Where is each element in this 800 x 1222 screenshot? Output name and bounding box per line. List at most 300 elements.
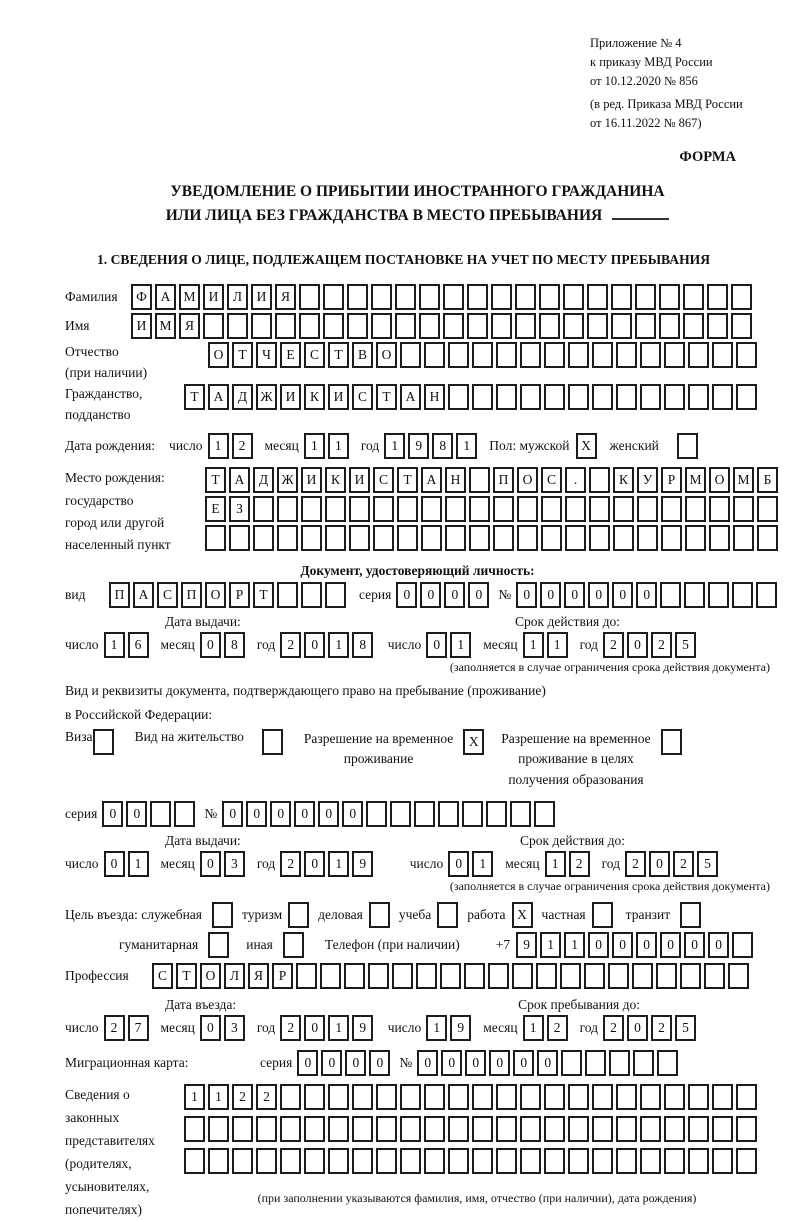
form-cell[interactable] [704,963,725,989]
form-cell[interactable]: С [541,467,562,493]
form-cell[interactable] [728,963,749,989]
form-cell[interactable]: А [400,384,421,410]
form-cell[interactable] [683,313,704,339]
purpose-tourism-checkbox[interactable] [288,902,309,928]
form-cell[interactable] [488,963,509,989]
form-cell[interactable] [347,313,368,339]
form-cell[interactable] [150,801,171,827]
form-cell[interactable] [541,496,562,522]
form-cell[interactable] [680,963,701,989]
form-cell[interactable] [347,284,368,310]
form-cell[interactable]: Р [661,467,682,493]
visa-checkbox[interactable] [93,729,114,755]
form-cell[interactable]: 5 [675,632,696,658]
form-cell[interactable]: У [637,467,658,493]
residence-permit-checkbox[interactable] [262,729,283,755]
form-cell[interactable] [424,1148,445,1174]
form-cell[interactable] [299,313,320,339]
form-cell[interactable]: 1 [384,433,405,459]
form-cell[interactable]: . [565,467,586,493]
form-cell[interactable] [448,342,469,368]
form-cell[interactable]: Р [229,582,250,608]
form-cell[interactable]: К [325,467,346,493]
form-cell[interactable]: И [328,384,349,410]
form-cell[interactable]: И [131,313,152,339]
form-cell[interactable]: Ф [131,284,152,310]
form-cell[interactable] [712,1084,733,1110]
form-cell[interactable]: 1 [328,632,349,658]
form-cell[interactable] [277,496,298,522]
form-cell[interactable] [320,963,341,989]
form-cell[interactable] [685,496,706,522]
form-cell[interactable] [515,284,536,310]
form-cell[interactable]: 1 [456,433,477,459]
form-cell[interactable] [366,801,387,827]
form-cell[interactable]: 0 [294,801,315,827]
form-cell[interactable] [565,496,586,522]
form-cell[interactable]: И [280,384,301,410]
purpose-work-checkbox[interactable]: X [512,902,533,928]
form-cell[interactable]: 1 [208,433,229,459]
form-cell[interactable] [352,1116,373,1142]
form-cell[interactable] [184,1116,205,1142]
form-cell[interactable] [395,313,416,339]
form-cell[interactable]: 1 [328,1015,349,1041]
form-cell[interactable]: Е [205,496,226,522]
form-cell[interactable]: 0 [102,801,123,827]
form-cell[interactable] [299,284,320,310]
form-cell[interactable]: 0 [126,801,147,827]
form-cell[interactable] [174,801,195,827]
form-cell[interactable]: Л [224,963,245,989]
form-cell[interactable]: 3 [224,851,245,877]
form-cell[interactable]: А [133,582,154,608]
form-cell[interactable] [328,1084,349,1110]
form-cell[interactable]: 5 [697,851,718,877]
form-cell[interactable] [376,1116,397,1142]
form-cell[interactable] [660,582,681,608]
form-cell[interactable] [421,525,442,551]
form-cell[interactable]: 8 [432,433,453,459]
form-cell[interactable] [608,963,629,989]
form-cell[interactable]: 0 [369,1050,390,1076]
form-cell[interactable] [592,342,613,368]
form-cell[interactable]: 0 [537,1050,558,1076]
form-cell[interactable]: Т [184,384,205,410]
form-cell[interactable]: 1 [128,851,149,877]
form-cell[interactable] [712,1116,733,1142]
form-cell[interactable] [421,496,442,522]
form-cell[interactable]: Т [397,467,418,493]
form-cell[interactable] [304,1116,325,1142]
form-cell[interactable] [640,1116,661,1142]
form-cell[interactable]: М [685,467,706,493]
form-cell[interactable]: 0 [564,582,585,608]
form-cell[interactable] [661,496,682,522]
purpose-study-checkbox[interactable] [437,902,458,928]
form-cell[interactable] [469,467,490,493]
form-cell[interactable] [448,1084,469,1110]
form-cell[interactable] [756,582,777,608]
form-cell[interactable] [568,384,589,410]
form-cell[interactable] [733,525,754,551]
form-cell[interactable] [611,284,632,310]
form-cell[interactable]: Д [253,467,274,493]
form-cell[interactable] [510,801,531,827]
form-cell[interactable] [400,1084,421,1110]
form-cell[interactable]: 1 [208,1084,229,1110]
form-cell[interactable]: 1 [184,1084,205,1110]
form-cell[interactable] [592,1116,613,1142]
form-cell[interactable] [496,1116,517,1142]
form-cell[interactable] [640,1084,661,1110]
form-cell[interactable] [448,1148,469,1174]
form-cell[interactable] [609,1050,630,1076]
purpose-humanitarian-checkbox[interactable] [208,932,229,958]
form-cell[interactable] [493,525,514,551]
form-cell[interactable]: Б [757,467,778,493]
form-cell[interactable] [712,384,733,410]
form-cell[interactable] [373,525,394,551]
form-cell[interactable] [520,1116,541,1142]
form-cell[interactable] [376,1084,397,1110]
form-cell[interactable]: М [155,313,176,339]
form-cell[interactable]: И [349,467,370,493]
form-cell[interactable] [709,496,730,522]
form-cell[interactable] [301,496,322,522]
form-cell[interactable] [563,313,584,339]
form-cell[interactable]: А [229,467,250,493]
form-cell[interactable] [443,313,464,339]
form-cell[interactable]: И [251,284,272,310]
form-cell[interactable] [472,384,493,410]
form-cell[interactable]: 0 [345,1050,366,1076]
form-cell[interactable] [536,963,557,989]
form-cell[interactable]: 2 [651,1015,672,1041]
form-cell[interactable] [733,496,754,522]
form-cell[interactable] [732,932,753,958]
form-cell[interactable] [613,496,634,522]
form-cell[interactable]: 0 [465,1050,486,1076]
purpose-official-checkbox[interactable] [212,902,233,928]
form-cell[interactable] [397,496,418,522]
form-cell[interactable] [520,384,541,410]
form-cell[interactable] [731,284,752,310]
form-cell[interactable] [352,1148,373,1174]
form-cell[interactable] [732,582,753,608]
form-cell[interactable]: 0 [540,582,561,608]
form-cell[interactable] [323,284,344,310]
form-cell[interactable] [280,1148,301,1174]
form-cell[interactable] [561,1050,582,1076]
form-cell[interactable]: 0 [612,582,633,608]
form-cell[interactable]: 0 [342,801,363,827]
form-cell[interactable]: 0 [513,1050,534,1076]
form-cell[interactable]: 0 [627,1015,648,1041]
form-cell[interactable]: Т [376,384,397,410]
form-cell[interactable] [344,963,365,989]
form-cell[interactable] [229,525,250,551]
form-cell[interactable]: 0 [448,851,469,877]
form-cell[interactable] [616,384,637,410]
form-cell[interactable] [688,342,709,368]
rvp-education-checkbox[interactable] [661,729,682,755]
form-cell[interactable]: А [155,284,176,310]
form-cell[interactable] [424,1084,445,1110]
form-cell[interactable] [438,801,459,827]
form-cell[interactable] [443,284,464,310]
form-cell[interactable]: Я [275,284,296,310]
form-cell[interactable]: 0 [200,1015,221,1041]
form-cell[interactable] [462,801,483,827]
form-cell[interactable] [731,313,752,339]
form-cell[interactable]: 1 [328,433,349,459]
form-cell[interactable] [445,525,466,551]
purpose-business-checkbox[interactable] [369,902,390,928]
form-cell[interactable]: 1 [328,851,349,877]
form-cell[interactable] [589,496,610,522]
form-cell[interactable]: 0 [489,1050,510,1076]
form-cell[interactable] [301,582,322,608]
form-cell[interactable] [448,384,469,410]
form-cell[interactable] [304,1148,325,1174]
form-cell[interactable] [349,525,370,551]
form-cell[interactable]: 0 [627,632,648,658]
form-cell[interactable]: 2 [547,1015,568,1041]
form-cell[interactable]: 8 [224,632,245,658]
form-cell[interactable]: 0 [200,632,221,658]
form-cell[interactable] [253,496,274,522]
form-cell[interactable] [469,496,490,522]
form-cell[interactable] [424,1116,445,1142]
form-cell[interactable]: П [109,582,130,608]
form-cell[interactable] [661,525,682,551]
form-cell[interactable]: О [200,963,221,989]
form-cell[interactable]: 0 [420,582,441,608]
form-cell[interactable] [708,582,729,608]
form-cell[interactable]: 2 [280,1015,301,1041]
form-cell[interactable] [539,284,560,310]
form-cell[interactable] [640,384,661,410]
form-cell[interactable]: 0 [297,1050,318,1076]
form-cell[interactable]: Я [179,313,200,339]
form-cell[interactable]: 0 [321,1050,342,1076]
form-cell[interactable]: М [733,467,754,493]
form-cell[interactable] [232,1148,253,1174]
form-cell[interactable]: 2 [603,1015,624,1041]
form-cell[interactable] [496,1148,517,1174]
form-cell[interactable]: 1 [523,632,544,658]
form-cell[interactable] [325,525,346,551]
form-cell[interactable]: 0 [516,582,537,608]
form-cell[interactable] [395,284,416,310]
form-cell[interactable]: 0 [396,582,417,608]
form-cell[interactable]: Т [328,342,349,368]
form-cell[interactable]: Я [248,963,269,989]
form-cell[interactable]: И [203,284,224,310]
form-cell[interactable]: З [229,496,250,522]
form-cell[interactable]: 0 [426,632,447,658]
form-cell[interactable] [280,1116,301,1142]
form-cell[interactable] [709,525,730,551]
form-cell[interactable]: 0 [270,801,291,827]
form-cell[interactable] [539,313,560,339]
form-cell[interactable]: Ж [256,384,277,410]
form-cell[interactable] [544,384,565,410]
form-cell[interactable]: 0 [417,1050,438,1076]
form-cell[interactable]: К [613,467,634,493]
form-cell[interactable] [416,963,437,989]
form-cell[interactable] [256,1116,277,1142]
form-cell[interactable]: И [301,467,322,493]
form-cell[interactable] [685,525,706,551]
purpose-other-checkbox[interactable] [283,932,304,958]
form-cell[interactable]: 0 [636,932,657,958]
form-cell[interactable] [589,467,610,493]
form-cell[interactable]: Ж [277,467,298,493]
form-cell[interactable] [323,313,344,339]
form-cell[interactable] [448,1116,469,1142]
form-cell[interactable] [565,525,586,551]
form-cell[interactable] [664,1116,685,1142]
form-cell[interactable] [203,313,224,339]
form-cell[interactable]: 7 [128,1015,149,1041]
form-cell[interactable] [560,963,581,989]
form-cell[interactable]: 2 [232,1084,253,1110]
form-cell[interactable] [496,384,517,410]
form-cell[interactable] [568,1084,589,1110]
form-cell[interactable]: 9 [450,1015,471,1041]
form-cell[interactable] [592,1084,613,1110]
form-cell[interactable] [656,963,677,989]
form-cell[interactable] [208,1116,229,1142]
form-cell[interactable] [657,1050,678,1076]
form-cell[interactable] [664,384,685,410]
form-cell[interactable] [392,963,413,989]
form-cell[interactable] [688,384,709,410]
form-cell[interactable] [568,1148,589,1174]
form-cell[interactable] [736,1116,757,1142]
form-cell[interactable] [683,284,704,310]
form-cell[interactable]: Н [445,467,466,493]
form-cell[interactable]: С [152,963,173,989]
form-cell[interactable] [208,1148,229,1174]
form-cell[interactable]: 1 [523,1015,544,1041]
form-cell[interactable] [469,525,490,551]
form-cell[interactable]: А [208,384,229,410]
form-cell[interactable]: С [157,582,178,608]
form-cell[interactable]: 0 [318,801,339,827]
form-cell[interactable]: Т [176,963,197,989]
form-cell[interactable]: С [304,342,325,368]
purpose-private-checkbox[interactable] [592,902,613,928]
form-cell[interactable] [325,496,346,522]
form-cell[interactable] [517,525,538,551]
form-cell[interactable] [757,525,778,551]
form-cell[interactable] [616,1084,637,1110]
form-cell[interactable]: С [352,384,373,410]
form-cell[interactable] [472,1084,493,1110]
form-cell[interactable]: 9 [352,1015,373,1041]
form-cell[interactable] [757,496,778,522]
form-cell[interactable] [512,963,533,989]
form-cell[interactable] [736,384,757,410]
form-cell[interactable]: 9 [516,932,537,958]
form-cell[interactable] [496,1084,517,1110]
form-cell[interactable] [592,1148,613,1174]
form-cell[interactable] [616,1148,637,1174]
form-cell[interactable]: 0 [304,851,325,877]
form-cell[interactable]: К [304,384,325,410]
form-cell[interactable]: В [352,342,373,368]
form-cell[interactable]: 1 [104,632,125,658]
form-cell[interactable] [373,496,394,522]
form-cell[interactable] [280,1084,301,1110]
form-cell[interactable]: 2 [673,851,694,877]
form-cell[interactable] [633,1050,654,1076]
form-cell[interactable]: 1 [472,851,493,877]
form-cell[interactable]: Л [227,284,248,310]
form-cell[interactable] [251,313,272,339]
form-cell[interactable] [664,342,685,368]
form-cell[interactable]: 1 [545,851,566,877]
form-cell[interactable] [424,342,445,368]
form-cell[interactable] [517,496,538,522]
form-cell[interactable] [472,342,493,368]
form-cell[interactable]: 0 [246,801,267,827]
form-cell[interactable] [440,963,461,989]
form-cell[interactable] [736,1084,757,1110]
form-cell[interactable] [635,284,656,310]
form-cell[interactable] [659,313,680,339]
form-cell[interactable]: 0 [200,851,221,877]
form-cell[interactable]: 2 [104,1015,125,1041]
form-cell[interactable] [349,496,370,522]
form-cell[interactable] [589,525,610,551]
form-cell[interactable] [296,963,317,989]
form-cell[interactable] [328,1148,349,1174]
form-cell[interactable] [640,1148,661,1174]
form-cell[interactable] [635,313,656,339]
form-cell[interactable] [414,801,435,827]
form-cell[interactable] [563,284,584,310]
form-cell[interactable] [419,313,440,339]
form-cell[interactable]: 0 [222,801,243,827]
purpose-transit-checkbox[interactable] [680,902,701,928]
form-cell[interactable] [371,284,392,310]
gender-female-checkbox[interactable] [677,433,698,459]
form-cell[interactable] [205,525,226,551]
form-cell[interactable] [616,342,637,368]
form-cell[interactable] [253,525,274,551]
form-cell[interactable]: 0 [588,932,609,958]
form-cell[interactable] [472,1148,493,1174]
form-cell[interactable] [520,1084,541,1110]
form-cell[interactable] [707,313,728,339]
form-cell[interactable] [400,342,421,368]
form-cell[interactable]: 0 [660,932,681,958]
form-cell[interactable]: 0 [684,932,705,958]
form-cell[interactable] [325,582,346,608]
form-cell[interactable]: 0 [636,582,657,608]
form-cell[interactable] [371,313,392,339]
form-cell[interactable]: 2 [569,851,590,877]
form-cell[interactable]: 0 [441,1050,462,1076]
rvp-checkbox[interactable]: X [463,729,484,755]
form-cell[interactable] [616,1116,637,1142]
gender-male-checkbox[interactable]: X [576,433,597,459]
form-cell[interactable] [613,525,634,551]
